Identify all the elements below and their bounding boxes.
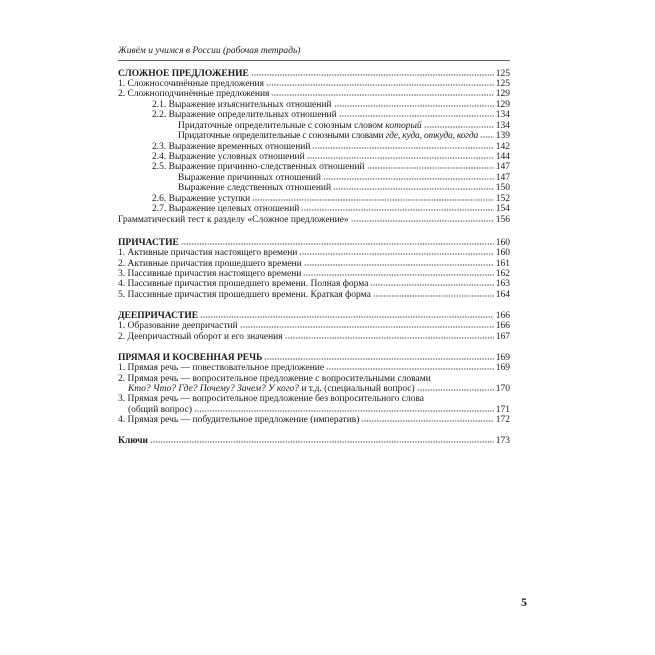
toc-entry [118,363,510,373]
toc-entry [118,279,510,289]
toc-section [118,238,510,301]
dot-leader [367,167,494,169]
entry-title: 2.2. Выражение определительных отношений [152,110,337,121]
dot-leader [240,326,494,328]
page-ref: 172 [495,415,510,426]
entry-title: 2.4. Выражение условных отношений [152,152,305,162]
page-ref: 156 [495,214,510,225]
toc-section [118,436,510,446]
page-ref: 164 [495,289,510,300]
entry-title: 4. Прямая речь — побудительное предложение (императив) [118,415,360,426]
toc-entry [118,374,510,395]
page-ref: 142 [495,141,510,152]
toc-entry-line [118,405,510,415]
entry-title: 4. Пассивные причастия прошедшего времени. Полная форма [118,279,369,290]
toc-entry [118,152,510,162]
entry-title: 2.3. Выражение временных отношений [152,141,311,152]
toc-entry [118,321,510,331]
dot-leader [299,253,493,255]
page-ref: 173 [495,435,510,446]
toc-entry [118,110,510,120]
dot-leader [194,410,494,412]
section-title: Ключи [118,435,148,446]
entry-title: 2. Сложноподчинённые предложения [118,89,270,100]
toc-section-heading [118,436,510,446]
page-ref: 167 [495,331,510,342]
dot-leader [370,284,493,286]
toc-entry [118,248,510,258]
page-ref: 162 [495,269,510,279]
entry-title: 1. Прямая речь — повествовательное предложение [118,363,325,374]
page-ref: 152 [495,193,510,204]
toc-section-heading [118,311,510,321]
toc-entry [118,162,510,172]
entry-title-continued [128,384,415,394]
dot-leader [417,389,494,391]
toc-section-heading [118,238,510,248]
section-title: ПРЯМАЯ И КОСВЕННАЯ РЕЧЬ [118,352,263,363]
dot-leader [285,337,494,339]
toc-entry-line [118,384,510,394]
dot-leader [301,209,493,211]
page-ref: 134 [495,110,510,121]
entry-title-italic: который [385,120,422,131]
page-ref: 144 [495,152,510,162]
toc-entry [118,215,510,225]
entry-title: 2.1. Выражение изъяснительных отношений [152,99,332,110]
page-ref: 139 [495,131,510,142]
toc-entry [118,183,510,193]
page-ref: 169 [495,363,510,374]
page-number: 5 [521,595,527,609]
dot-leader [333,188,494,190]
section-title: ДЕЕПРИЧАСТИЕ [118,310,199,321]
dot-leader [304,264,494,266]
toc-entry [118,332,510,342]
entry-title: 2. Активные причастия прошедшего времени [118,258,302,269]
entry-title-text: и т.д. (специальный вопрос) [298,384,415,394]
page-ref: 169 [495,352,510,363]
running-header: Живём и учимся в России (рабочая тетрадь) [118,46,301,56]
entry-title: 2. Деепричастный оборот и его значения [118,331,283,342]
page-ref: 160 [495,248,510,259]
toc-entry [118,131,510,141]
entry-title-text: Придаточные определительные с союзным словом [178,120,386,131]
toc-entry [118,204,510,214]
page-ref: 125 [495,68,510,79]
dot-leader [339,115,494,117]
toc-entry [118,259,510,269]
page-ref: 147 [495,162,510,173]
dot-leader [373,295,494,297]
entry-title: 2. Прямая речь — вопросительное предложение с вопросительными словами [118,373,431,384]
page-ref: 129 [495,99,510,110]
page-ref: 134 [495,120,510,131]
dot-leader [266,84,494,86]
entry-title: 5. Пассивные причастия прошедшего времени. Краткая форма [118,289,371,300]
section-title: ПРИЧАСТИЕ [118,237,179,248]
page-ref: 166 [495,321,510,332]
toc-entry [118,121,510,131]
page-ref: 154 [495,204,510,215]
header-rule [118,60,510,61]
entry-title: 3. Прямая речь — вопросительное предложение без вопросительного слова [118,394,424,405]
entry-title: 1. Активные причастия настоящего времени [118,248,298,259]
dot-leader [424,126,494,128]
entry-title [178,131,478,141]
toc-section [118,311,510,342]
toc-entry [118,173,510,183]
entry-title: 2.5. Выражение причинно-следственных отношений [152,162,365,173]
dot-leader [361,420,493,422]
dot-leader [307,157,494,159]
entry-title-italic: Кто? Что? Где? Почему? Зачем? У кого? [128,384,299,394]
entry-title: 3. Пассивные причастия настоящего времени [118,269,302,279]
dot-leader [312,147,493,149]
toc-entry-line [118,394,510,404]
page-ref: 129 [495,89,510,100]
page-ref: 171 [495,404,510,415]
toc-entry [118,142,510,152]
dot-leader [251,74,494,76]
toc-entry-line [118,374,510,384]
toc-section-heading [118,353,510,363]
section-title: СЛОЖНОЕ ПРЕДЛОЖЕНИЕ [118,68,249,79]
toc-entry [118,194,510,204]
toc-entry [118,394,510,415]
dot-leader [264,358,493,360]
entry-title: Выражение причинных отношений [178,172,321,183]
dot-leader [150,441,494,443]
entry-title: 1. Сложносочинённые предложения [118,78,264,89]
page-ref: 147 [495,172,510,183]
dot-leader [326,368,494,370]
entry-title: Грамматический тест к разделу «Сложное предложение» [118,214,349,225]
page-ref: 166 [495,310,510,321]
dot-leader [303,274,493,276]
dot-leader [334,105,494,107]
dot-leader [323,178,494,180]
page-ref: 125 [495,78,510,89]
entry-title-continued: (общий вопрос) [128,404,192,415]
entry-title-text: Придаточные определительные с союзными словами [178,131,386,142]
page-ref: 161 [495,258,510,269]
toc-entry [118,290,510,300]
entry-title: 2.6. Выражение уступки [152,193,251,204]
page-ref: 170 [495,384,510,394]
entry-title-italic: где, куда, откуда, когда [385,131,479,142]
toc-section-heading [118,69,510,79]
toc-section [118,69,510,226]
toc-entry [118,100,510,110]
toc-entry [118,89,510,99]
dot-leader [252,199,493,201]
dot-leader [200,316,494,318]
entry-title: Выражение следственных отношений [178,183,332,194]
toc-section [118,353,510,426]
entry-title [178,121,422,131]
dot-leader [181,243,494,245]
dot-leader [480,136,494,138]
dot-leader [351,220,494,222]
entry-title: 1. Образование деепричастий [118,321,238,332]
dot-leader [271,94,493,96]
page-ref: 160 [495,237,510,248]
page-ref: 150 [495,183,510,194]
toc-entry [118,415,510,425]
toc-entry [118,79,510,89]
entry-title: 2.7. Выражение целевых отношений [152,204,300,215]
page-ref: 163 [495,279,510,290]
toc-entry [118,269,510,279]
